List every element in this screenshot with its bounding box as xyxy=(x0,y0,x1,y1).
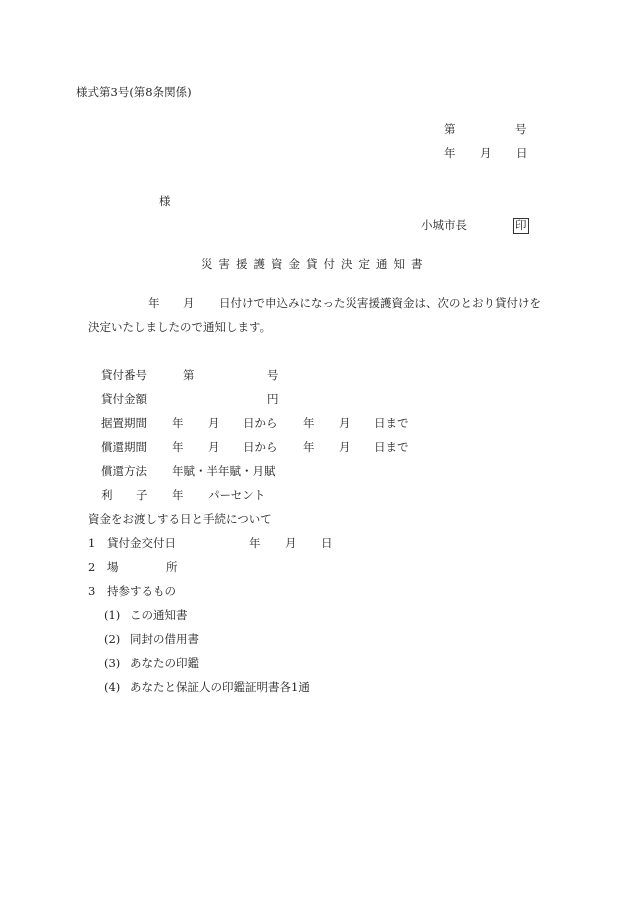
sub-item-text: あなたの印鑑 xyxy=(130,656,199,670)
seal-mark: 印 xyxy=(515,218,527,232)
grace-from-year: 年 xyxy=(172,416,184,430)
grace-period-label: 据置期間 xyxy=(101,416,147,430)
interest-year: 年 xyxy=(172,488,184,502)
form-reference: 様式第3号(第8条関係) xyxy=(76,85,192,99)
date-month: 月 xyxy=(480,146,492,160)
item-3-label: 持参するもの xyxy=(107,584,176,598)
date-day: 日 xyxy=(516,146,528,160)
body-month: 月 xyxy=(183,296,195,310)
grace-until-day: 日まで xyxy=(374,416,409,430)
doc-number-prefix: 第 xyxy=(444,122,456,136)
interest-percent: パーセント xyxy=(208,488,266,502)
sub-item-number: (1) xyxy=(104,608,121,622)
item-1-day: 日 xyxy=(321,536,333,550)
item-3-number: 3 xyxy=(88,584,96,598)
addressee-honorific: 様 xyxy=(159,194,171,208)
loan-number-go: 号 xyxy=(267,368,279,382)
document-title: 災害援護資金貸付決定通知書 xyxy=(201,257,429,271)
repayment-method-label: 償還方法 xyxy=(101,464,147,478)
repay-from-year: 年 xyxy=(172,440,184,454)
item-2-label-1: 場 xyxy=(107,560,119,574)
repay-from-month: 月 xyxy=(208,440,220,454)
item-1-year: 年 xyxy=(249,536,261,550)
repay-until-month: 月 xyxy=(339,440,351,454)
grace-from-month: 月 xyxy=(208,416,220,430)
grace-from-day: 日から xyxy=(243,416,278,430)
loan-amount-yen: 円 xyxy=(267,392,279,406)
loan-number-dai: 第 xyxy=(183,368,195,382)
loan-number-label: 貸付番号 xyxy=(101,368,147,382)
repayment-period-label: 償還期間 xyxy=(101,440,147,454)
sub-item-number: (4) xyxy=(104,680,121,694)
repay-until-year: 年 xyxy=(303,440,315,454)
sub-item-text: この通知書 xyxy=(130,608,188,622)
date-year: 年 xyxy=(444,146,456,160)
body-line-2: 決定いたしましたので通知します。 xyxy=(88,320,272,334)
sub-item-text: 同封の借用書 xyxy=(130,632,199,646)
grace-until-year: 年 xyxy=(303,416,315,430)
issuer-name: 小城市長 xyxy=(421,218,467,232)
grace-until-month: 月 xyxy=(339,416,351,430)
body-year: 年 xyxy=(148,296,160,310)
item-2-number: 2 xyxy=(88,560,96,574)
sub-item-number: (3) xyxy=(104,656,121,670)
interest-label-1: 利 xyxy=(101,488,113,502)
loan-amount-label: 貸付金額 xyxy=(101,392,147,406)
doc-number-suffix: 号 xyxy=(515,122,527,136)
repayment-method-value: 年賦・半年賦・月賦 xyxy=(172,464,276,478)
item-1-month: 月 xyxy=(285,536,297,550)
procedure-heading: 資金をお渡しする日と手続について xyxy=(88,512,272,526)
item-1-number: 1 xyxy=(88,536,96,550)
sub-item-number: (2) xyxy=(104,632,121,646)
item-1-label: 貸付金交付日 xyxy=(107,536,176,550)
repay-from-day: 日から xyxy=(243,440,278,454)
body-line-1: 日付けで申込みになった災害援護資金は、次のとおり貸付けを xyxy=(219,296,541,310)
item-2-label-2: 所 xyxy=(166,560,178,574)
repay-until-day: 日まで xyxy=(374,440,409,454)
interest-label-2: 子 xyxy=(136,488,148,502)
sub-item-text: あなたと保証人の印鑑証明書各1通 xyxy=(130,680,310,694)
